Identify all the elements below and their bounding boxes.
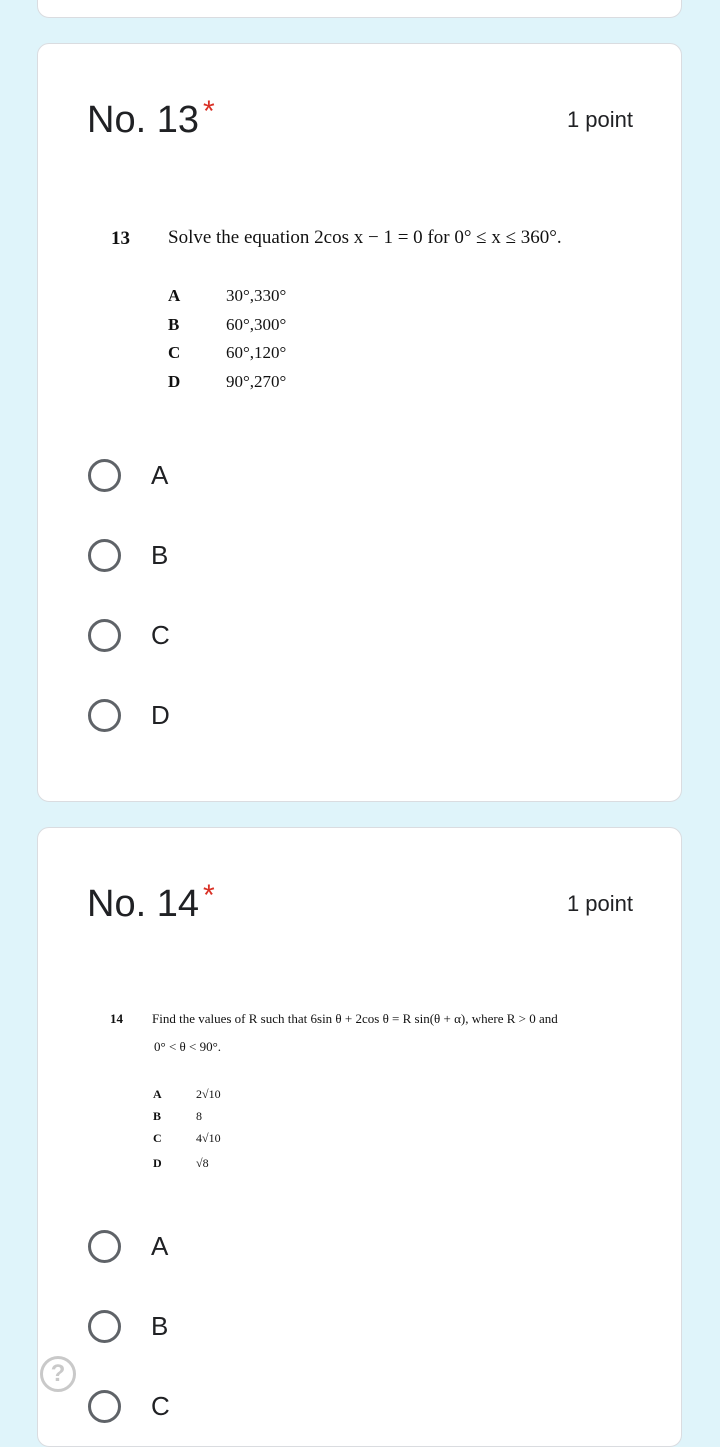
- choice-b[interactable]: [88, 535, 168, 575]
- previous-question-card: [37, 0, 682, 18]
- image-option-value: 60°,120°: [226, 343, 287, 362]
- question-card-13: [37, 43, 682, 802]
- image-option-value: 60°,300°: [226, 315, 287, 334]
- question-title: [87, 879, 215, 926]
- choice-label: A: [151, 1230, 169, 1261]
- question-image-number: 14: [110, 1011, 123, 1026]
- choice-label: C: [151, 1390, 170, 1421]
- choice-c[interactable]: [88, 615, 170, 655]
- image-option-letter: C: [153, 1131, 162, 1145]
- choice-label: D: [151, 699, 170, 730]
- choice-label: B: [151, 1310, 169, 1341]
- question-image-stem-line1: Find the values of R such that 6sin θ + 2cos θ = R sin(θ + α), where R > 0 and: [152, 1011, 558, 1026]
- question-points: 1 point: [566, 107, 633, 132]
- help-icon[interactable]: ?: [40, 1356, 76, 1392]
- radio-button[interactable]: [88, 699, 121, 732]
- image-option-letter: D: [153, 1156, 162, 1170]
- image-option-letter: A: [168, 286, 181, 305]
- question-title-text: No. 13: [87, 99, 199, 141]
- image-option-value: √8: [196, 1156, 209, 1170]
- radio-button[interactable]: [88, 1310, 121, 1343]
- radio-button[interactable]: [88, 619, 121, 652]
- image-option-letter: B: [168, 315, 180, 334]
- question-card-14: [37, 827, 682, 1447]
- image-option-letter: C: [168, 343, 181, 362]
- radio-button[interactable]: [88, 1390, 121, 1423]
- choice-a[interactable]: [88, 455, 168, 495]
- required-asterisk: *: [202, 879, 215, 912]
- radio-button[interactable]: [88, 539, 121, 572]
- question-title: [87, 95, 215, 142]
- image-option-letter: A: [153, 1087, 162, 1101]
- question-image-number: 13: [111, 228, 130, 249]
- choice-a[interactable]: [88, 1226, 168, 1266]
- required-asterisk: *: [202, 95, 215, 128]
- choice-label: B: [151, 539, 169, 570]
- choice-label: A: [151, 459, 169, 490]
- image-option-letter: D: [168, 372, 181, 391]
- radio-button[interactable]: [88, 1230, 121, 1263]
- choice-label: C: [151, 619, 170, 650]
- image-option-value: 2√10: [196, 1087, 221, 1101]
- image-option-value: 8: [196, 1109, 202, 1123]
- image-option-letter: B: [153, 1109, 162, 1123]
- image-option-value: 4√10: [196, 1131, 221, 1145]
- question-image-stem: Solve the equation 2cos x − 1 = 0 for 0° ≤ x ≤ 360°.: [168, 227, 562, 248]
- choice-d[interactable]: [88, 695, 170, 735]
- choice-c[interactable]: [88, 1386, 170, 1426]
- question-image-stem-line2: 0° < θ < 90°.: [154, 1039, 222, 1054]
- choice-b[interactable]: [88, 1306, 168, 1346]
- question-points: 1 point: [566, 891, 633, 916]
- radio-button[interactable]: [88, 459, 121, 492]
- image-option-value: 30°,330°: [226, 286, 287, 305]
- image-option-value: 90°,270°: [226, 372, 287, 391]
- question-title-text: No. 14: [87, 883, 199, 925]
